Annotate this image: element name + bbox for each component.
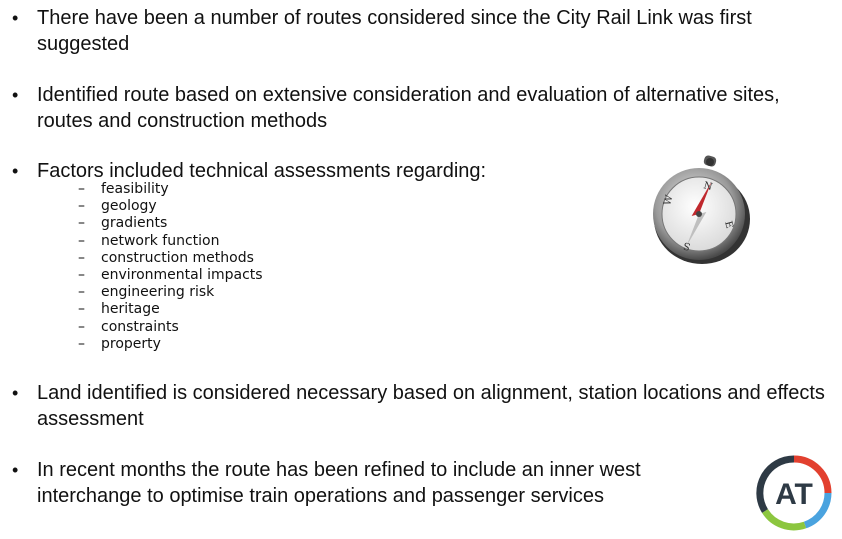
bullet-recent	[12, 457, 702, 509]
bullet-identified	[12, 82, 832, 134]
bullet-dot: •	[12, 460, 19, 480]
factor-item: – environmental impacts	[78, 267, 263, 284]
at-logo-icon	[755, 455, 833, 536]
bullet-text-routes: There have been a number of routes considered since the City Rail Link was first suggested	[37, 7, 752, 55]
bullet-dot: •	[12, 383, 19, 403]
factors-list	[78, 181, 263, 353]
bullet-dot: •	[12, 85, 19, 105]
factor-item: – heritage	[78, 301, 160, 318]
compass-n-label: N	[702, 180, 714, 194]
factor-item: – construction methods	[78, 249, 254, 266]
bullet-text-land: Land identified is considered necessary based on alignment, station locations and effects assessment	[37, 382, 825, 430]
factor-item: – property	[78, 335, 161, 352]
factor-item: – engineering risk	[78, 284, 215, 301]
bullet-dot: •	[12, 161, 19, 181]
factor-item: – geology	[78, 198, 157, 215]
bullet-land	[12, 380, 832, 432]
logo-text: AT	[775, 478, 813, 511]
compass-w-label: W	[662, 193, 676, 207]
bullet-text-recent: In recent months the route has been refined to include an inner west interchange to optimise train operations and passenger services	[37, 459, 641, 507]
compass-s-label: S	[682, 239, 692, 252]
compass-e-label: E	[722, 219, 735, 230]
bullet-text-factors: Factors included technical assessments regarding:	[37, 160, 487, 182]
bullet-dot: •	[12, 8, 19, 28]
factor-item: – constraints	[78, 318, 179, 335]
factor-item: – feasibility	[78, 181, 169, 197]
bullet-routes	[12, 5, 832, 57]
bullet-text-identified: Identified route based on extensive consideration and evaluation of alternative sites, routes and construction methods	[37, 84, 780, 132]
factor-item: – gradients	[78, 215, 168, 232]
factor-item: – network function	[78, 232, 220, 249]
compass-icon	[644, 152, 754, 272]
